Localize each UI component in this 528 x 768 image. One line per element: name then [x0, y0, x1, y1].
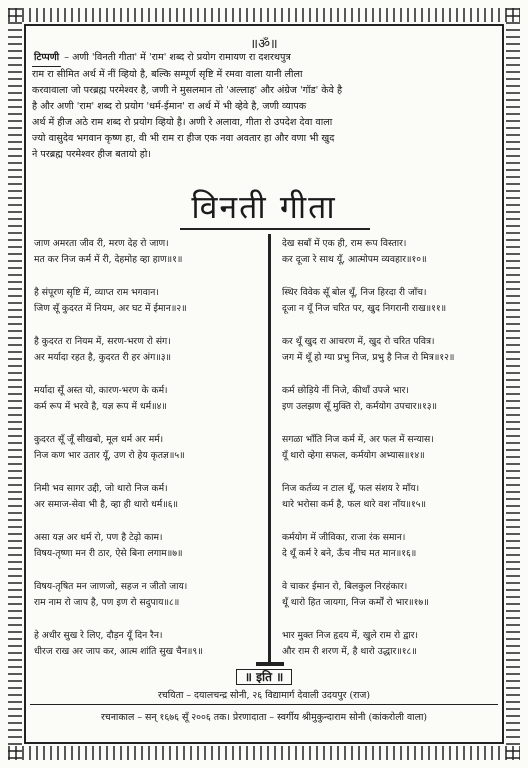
verse-line: कर दूजा रे साथ यूँ, आत्मोपम व्यवहार॥१०॥ — [282, 254, 427, 265]
verse — [282, 383, 512, 432]
verse-line: थारे भरोसा कर्म है, फल थारे वश नाँय॥१५॥ — [282, 499, 427, 510]
note-line — [32, 50, 498, 67]
verse-line: असा यज्ञ अर धर्म रो, पण है टेढ़ो काम। — [34, 532, 163, 543]
note-line: ने परब्रह्म परमेश्वर हीज बतायो हो। — [32, 149, 151, 160]
note-line: करवावाला जो परब्रह्म परमेश्वर है, जणी ने मुसलमान तो 'अल्लाह' और अंग्रेज 'गॉड' केवे है — [32, 85, 343, 96]
verse-line: सगळा भाँति निज कर्म में, अर फल में सन्यास। — [282, 434, 434, 445]
verse — [34, 285, 264, 334]
verse-line: निज कण भार उतार यूँ, उण रो हेय कृतज्ञ॥५॥ — [34, 450, 185, 461]
verse-line: और राम री शरण में, है थारो उद्धार॥१८॥ — [282, 646, 417, 657]
om-symbol: ॥ॐ॥ — [250, 37, 278, 52]
verse — [34, 334, 264, 383]
verse-line: विषय-तृषित मन जाणजो, सहज न जीतो जाय। — [34, 581, 188, 592]
decorative-border-left — [8, 8, 22, 760]
verse-line: इण उलझण सूँ मुक्ति रो, कर्मयोग उपचार॥१३॥ — [282, 401, 438, 412]
verse — [34, 530, 264, 579]
author-line: रचयिता – दयालचन्द्र सोनी, २६ विद्यामार्ग देवाली उदयपुर (राज) — [157, 690, 371, 701]
verse-line: निज कर्तव्य न टाल थूँ, फल संशय रे माँय। — [282, 483, 420, 494]
closing-text: ॥ इति ॥ — [236, 669, 293, 685]
verse-line: कुदरत सूँ जूँ सीखबो, मूल धर्म अर मर्म। — [34, 434, 164, 445]
verse-line: हे अधीर सुख रे लिए, दौड़न यूँ दिन रैन। — [34, 630, 163, 641]
decorative-border-bottom — [8, 746, 520, 760]
verse — [34, 481, 264, 530]
note-line: ज्यो वासुदेव भगवान कृष्ण हा, वी भी राम रा हीज एक नवा अवतार हा और वणा भी खुद — [32, 133, 335, 144]
verse — [34, 579, 264, 628]
verse — [282, 481, 512, 530]
divider-base — [256, 662, 284, 666]
column-divider — [268, 234, 271, 664]
verse-line: जिण सूँ कुदरत में नियम, अर घट में ईमान॥२॥ — [34, 303, 187, 314]
verse — [34, 236, 264, 285]
closing-mark — [0, 668, 528, 685]
verse-line: थूँ थारो हित जायगा, निज कर्मों रो भार॥१७॥ — [282, 597, 429, 608]
note-line: राम रा सीमित अर्थ में नीं व्हियो है, बल्कि सम्पूर्ण सृष्टि में रमवा वाला यानी लीला — [32, 69, 303, 80]
note-line: अर्थ में हीज अठे राम शब्द रो प्रयोग व्हियो है। अणी रे अलावा, गीता रो उपदेश देवा वाला — [32, 117, 333, 128]
title-underline — [180, 228, 370, 230]
verse — [282, 530, 512, 579]
verse-line: धीरज राख अर जाप कर, आत्म शांति सुख चैन॥९॥ — [34, 646, 203, 657]
verse-line: विषय-तृष्णा मन री ठार, ऐसे बिना लगाम॥७॥ — [34, 548, 183, 559]
verse-line: दे थूँ कर्म रे बने, ऊँच नीच मत मान॥१६॥ — [282, 548, 417, 559]
verse — [34, 383, 264, 432]
verse-line: जाण अमरता जीव री, मरण देह रो जाण। — [34, 238, 169, 249]
verse — [34, 432, 264, 481]
verse — [282, 334, 512, 383]
left-verse-column — [34, 236, 264, 677]
page-title: विनती गीता — [191, 188, 337, 226]
verse-line: वे चाकर ईमान रो, बिलकुल निरहंकार। — [282, 581, 408, 592]
verse-line: जग में थूँ हो ग्या प्रभु निज, प्रभु है निज रो मित्र॥१२॥ — [282, 352, 455, 363]
verse — [282, 236, 512, 285]
verse-line: भार मुक्त निज हृदय में, खुले राम रो द्वार। — [282, 630, 418, 641]
verse-line: अर समाज-सेवा भी है, व्हा ही थारो धर्म॥६॥ — [34, 499, 179, 510]
verse-line: कर्मयोग में जीविका, राजा रंक समान। — [282, 532, 406, 543]
date-line: रचनाकाल – सन् १६७६ सूँ २००६ तक। प्रेरणादाता – स्वर्गीय श्रीमुकुन्दाराम सोनी (कांकरोली वाला) — [100, 712, 428, 723]
verse-line: देख सबाँ में एक ही, राम रूप विस्तार। — [282, 238, 407, 249]
right-verse-column — [282, 236, 512, 677]
footer-rule — [30, 704, 498, 705]
verse-line: मर्यादा सूँ अस्त यो, कारण-भरण के कर्म। — [34, 385, 168, 396]
verse-line: निमी भव सागर उद्दी, जो थारो निज कर्म। — [34, 483, 168, 494]
verse-line: कर्म रूप में भरवे है, यज्ञ रूप में धर्म॥४॥ — [34, 401, 167, 412]
verse-line: स्थिर विवेक सूँ बोल थूँ, निज हिरदा री जाँच। — [282, 287, 427, 298]
note-paragraph — [32, 50, 498, 163]
note-label: टिप्पणी — [32, 50, 61, 67]
verse-line: राम नाम रो जाप है, पण इण रो सदुपाय॥८॥ — [34, 597, 180, 608]
verse-line: कर्म छोड़िये नीं निजे, कीधाँ उपजे भार। — [282, 385, 409, 396]
verse — [282, 579, 512, 628]
verse — [282, 432, 512, 481]
decorative-border-top — [8, 8, 520, 22]
verse-line: यूँ थारो व्हेगा सफल, कर्मयोग अभ्यास॥१४॥ — [282, 450, 425, 461]
verse-line: कर थूँ खुद रा आचरण में, खुद रो चरित पवित्र। — [282, 336, 435, 347]
verse — [282, 285, 512, 334]
note-line: है और अणी 'राम' शब्द रो प्रयोग 'धर्म-ईमान' रा अर्थ में भी व्हेवे है, जणी व्यापक — [32, 101, 307, 112]
verse-line: है कुदरत रा नियम में, सरण-भरण रो संग। — [34, 336, 171, 347]
verse-line: दूजा न यूँ निज चरित पर, खुद निगरानी राख॥११॥ — [282, 303, 447, 314]
verse-line: अर मर्यादा रहत है, कुदरत री हर अंग॥३॥ — [34, 352, 172, 363]
verse-line: है संपूरण सृष्टि में, व्याप्त राम भगवान। — [34, 287, 159, 298]
verse-line: मत कर निज कर्म में री, देहमोह व्हा हाण॥१॥ — [34, 254, 183, 265]
note-line-text: – अणी 'विनती गीता' में 'राम' शब्द रो प्रयोग रामायण रा दशरथपुत्र — [64, 52, 291, 63]
